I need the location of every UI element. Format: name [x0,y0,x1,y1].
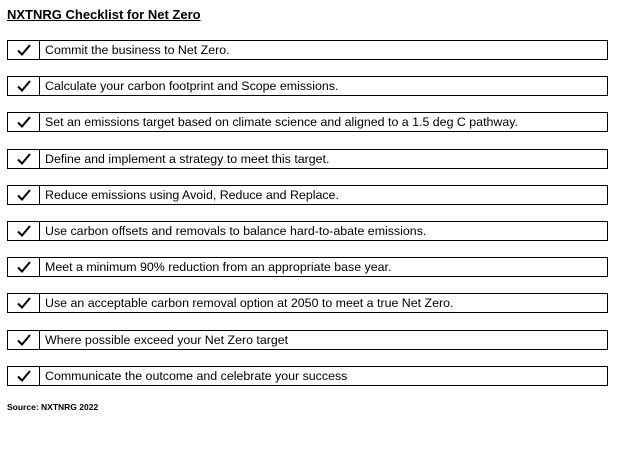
check-mark-icon [16,115,32,129]
checklist-item [7,112,608,132]
check-mark-icon [16,79,32,93]
checklist-item-label: Commit the business to Net Zero. [45,43,230,57]
source-note: Source: NXTNRG 2022 [7,402,99,412]
checklist-item [7,185,608,205]
checklist-item-label: Meet a minimum 90% reduction from an appropriate base year. [45,260,392,275]
checkbox [8,186,40,204]
checklist-item-label: Calculate your carbon footprint and Scope emissions. [45,79,339,94]
checklist-item [7,76,608,96]
check-mark-icon [16,369,32,383]
check-mark-icon [16,188,32,202]
checkbox [8,331,40,349]
checklist-item [7,330,608,350]
checklist-item-label: Communicate the outcome and celebrate your success [45,368,348,383]
checkbox [8,222,40,240]
checklist-item-label: Use an acceptable carbon removal option at 2050 to meet a true Net Zero. [45,296,454,311]
checklist-item [7,257,608,277]
checkbox [8,150,40,168]
checkbox [8,367,40,385]
check-mark-icon [16,152,32,166]
check-mark-icon [16,260,32,274]
check-mark-icon [16,224,32,238]
checkbox [8,113,40,131]
checklist-item-label: Use carbon offsets and removals to balance hard-to-abate emissions. [45,223,427,238]
checklist-item [7,221,608,241]
checklist [7,40,608,402]
checklist-item [7,366,608,386]
check-mark-icon [16,296,32,310]
checkbox [8,258,40,276]
checklist-item [7,149,608,169]
checkbox [8,77,40,95]
checkbox [8,41,40,59]
check-mark-icon [16,43,32,57]
page-title: NXTNRG Checklist for Net Zero [7,7,201,22]
checklist-item-label: Define and implement a strategy to meet this target. [45,151,330,166]
checkbox [8,294,40,312]
checklist-item [7,40,608,60]
checklist-item-label: Reduce emissions using Avoid, Reduce and Replace. [45,187,339,202]
check-mark-icon [16,333,32,347]
checklist-item-label: Set an emissions target based on climate science and aligned to a 1.5 deg C pathway. [45,115,518,130]
checklist-item [7,293,608,313]
checklist-item-label: Where possible exceed your Net Zero target [45,332,289,347]
